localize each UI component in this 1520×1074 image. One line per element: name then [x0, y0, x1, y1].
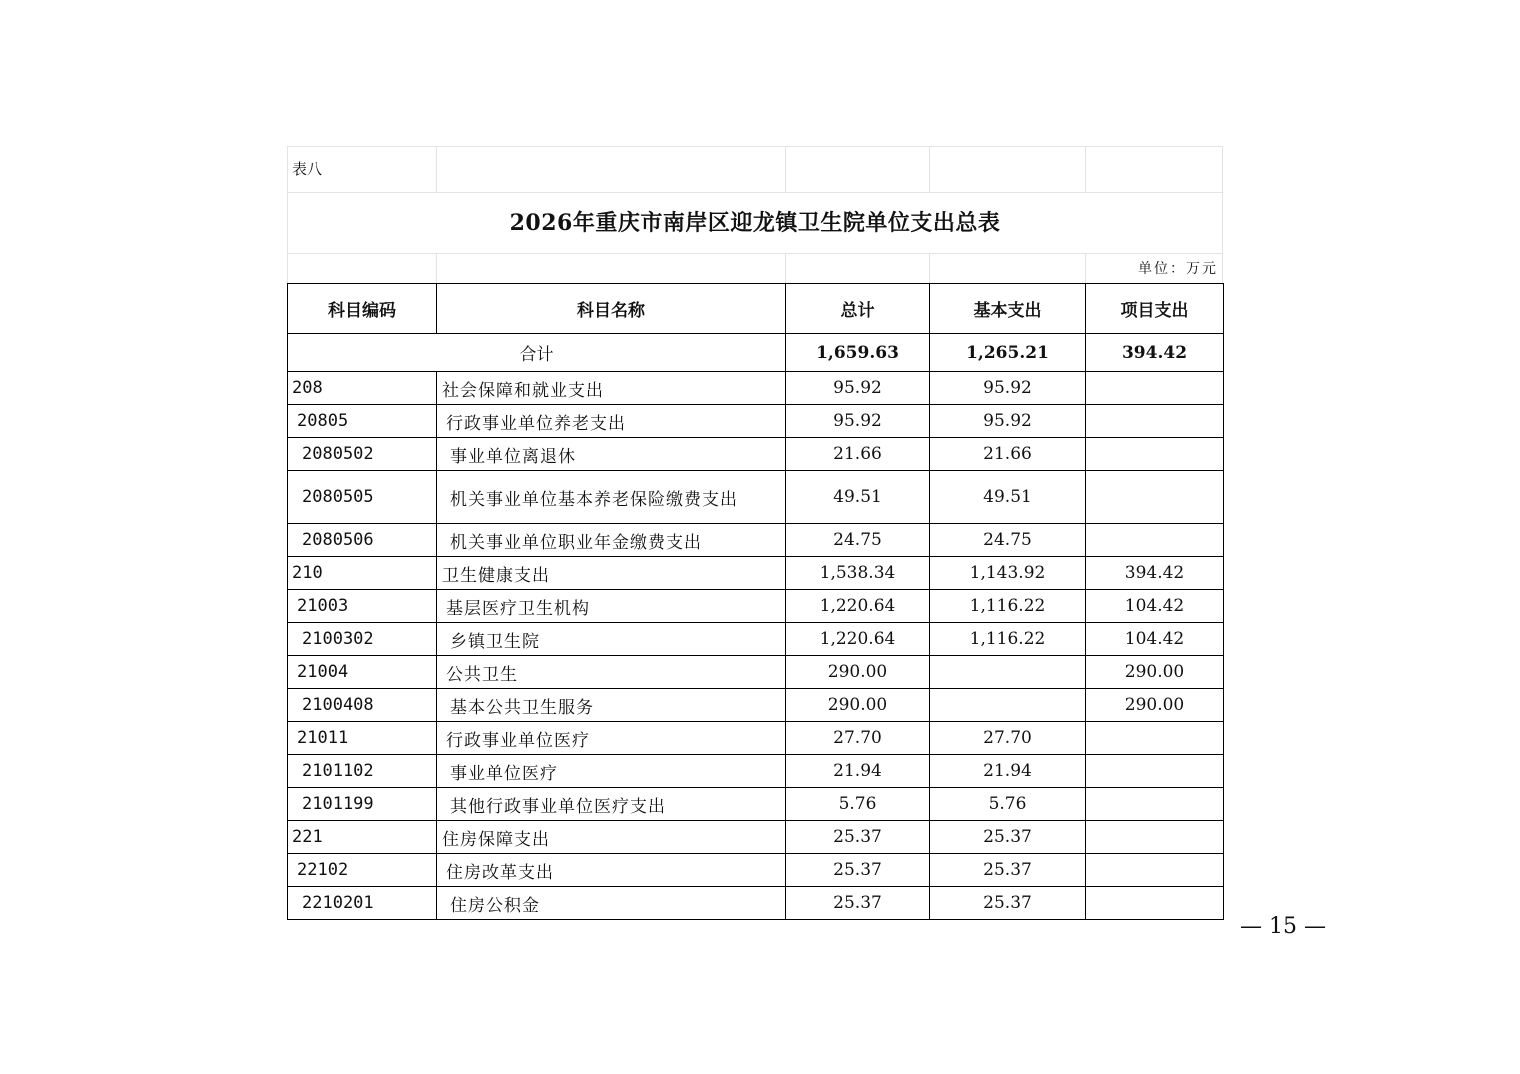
row-name: 卫生健康支出 — [437, 557, 786, 590]
table-row — [288, 623, 1224, 656]
row-name: 事业单位医疗 — [437, 755, 786, 788]
table-row — [288, 557, 1224, 590]
table-row — [288, 590, 1224, 623]
page-number: — 15 — — [1240, 914, 1326, 939]
table-row — [288, 887, 1224, 920]
row-code: 221 — [288, 821, 437, 854]
row-name: 基层医疗卫生机构 — [437, 590, 786, 623]
row-code: 21004 — [288, 656, 437, 689]
row-name: 其他行政事业单位医疗支出 — [437, 788, 786, 821]
row-project — [1086, 722, 1224, 755]
row-basic: 49.51 — [930, 471, 1086, 524]
row-total: 5.76 — [786, 788, 930, 821]
page-title: 2026年重庆市南岸区迎龙镇卫生院单位支出总表 — [509, 210, 1001, 236]
row-code: 208 — [288, 372, 437, 405]
table-row — [288, 438, 1224, 471]
row-name: 行政事业单位医疗 — [437, 722, 786, 755]
row-code: 2080502 — [288, 438, 437, 471]
row-total: 49.51 — [786, 471, 930, 524]
expenditure-table-sheet — [287, 146, 1223, 920]
row-project — [1086, 524, 1224, 557]
table-row — [288, 722, 1224, 755]
row-project — [1086, 372, 1224, 405]
row-total: 1,220.64 — [786, 590, 930, 623]
row-total: 21.66 — [786, 438, 930, 471]
row-name: 住房公积金 — [437, 887, 786, 920]
header-total: 总计 — [786, 284, 930, 334]
total-total: 1,659.63 — [786, 334, 930, 372]
row-code: 21011 — [288, 722, 437, 755]
row-project — [1086, 405, 1224, 438]
row-total: 25.37 — [786, 854, 930, 887]
row-code: 2080505 — [288, 471, 437, 524]
table-row — [288, 755, 1224, 788]
row-basic: 5.76 — [930, 788, 1086, 821]
row-project: 394.42 — [1086, 557, 1224, 590]
row-project: 104.42 — [1086, 590, 1224, 623]
unit-label: 单位：万元 — [1138, 261, 1218, 277]
row-project: 290.00 — [1086, 689, 1224, 722]
row-basic: 27.70 — [930, 722, 1086, 755]
row-basic: 21.94 — [930, 755, 1086, 788]
row-basic — [930, 689, 1086, 722]
row-project — [1086, 471, 1224, 524]
table-row — [288, 524, 1224, 557]
row-code: 20805 — [288, 405, 437, 438]
row-total: 290.00 — [786, 689, 930, 722]
row-project: 104.42 — [1086, 623, 1224, 656]
row-total: 25.37 — [786, 821, 930, 854]
row-basic: 24.75 — [930, 524, 1086, 557]
table-row — [288, 689, 1224, 722]
row-code: 2100408 — [288, 689, 437, 722]
header-code: 科目编码 — [288, 284, 437, 334]
row-basic: 1,116.22 — [930, 590, 1086, 623]
header-name: 科目名称 — [437, 284, 786, 334]
table-row — [288, 471, 1224, 524]
row-project — [1086, 788, 1224, 821]
row-total: 290.00 — [786, 656, 930, 689]
row-basic: 21.66 — [930, 438, 1086, 471]
row-total: 95.92 — [786, 405, 930, 438]
row-name: 社会保障和就业支出 — [437, 372, 786, 405]
total-label: 合计 — [288, 334, 786, 372]
row-name: 住房改革支出 — [437, 854, 786, 887]
row-basic — [930, 656, 1086, 689]
row-name: 住房保障支出 — [437, 821, 786, 854]
total-basic: 1,265.21 — [930, 334, 1086, 372]
table-row — [288, 372, 1224, 405]
table-row — [288, 656, 1224, 689]
row-total: 24.75 — [786, 524, 930, 557]
row-name: 机关事业单位职业年金缴费支出 — [437, 524, 786, 557]
row-code: 22102 — [288, 854, 437, 887]
row-total: 27.70 — [786, 722, 930, 755]
row-basic: 95.92 — [930, 372, 1086, 405]
row-total: 25.37 — [786, 887, 930, 920]
row-total: 21.94 — [786, 755, 930, 788]
row-project — [1086, 821, 1224, 854]
row-project — [1086, 438, 1224, 471]
table-header-row — [288, 284, 1224, 334]
row-basic: 1,116.22 — [930, 623, 1086, 656]
table-row — [288, 821, 1224, 854]
total-project: 394.42 — [1086, 334, 1224, 372]
expenditure-table — [287, 283, 1224, 920]
row-code: 21003 — [288, 590, 437, 623]
table-header-area — [287, 146, 1223, 283]
row-project — [1086, 854, 1224, 887]
row-name: 行政事业单位养老支出 — [437, 405, 786, 438]
row-total: 1,538.34 — [786, 557, 930, 590]
row-name: 事业单位离退休 — [437, 438, 786, 471]
row-total: 1,220.64 — [786, 623, 930, 656]
row-basic: 25.37 — [930, 821, 1086, 854]
row-basic: 25.37 — [930, 887, 1086, 920]
row-code: 210 — [288, 557, 437, 590]
row-name: 机关事业单位基本养老保险缴费支出 — [437, 471, 786, 524]
row-name: 乡镇卫生院 — [437, 623, 786, 656]
row-basic: 25.37 — [930, 854, 1086, 887]
row-project — [1086, 755, 1224, 788]
table-label: 表八 — [292, 160, 323, 178]
table-row — [288, 405, 1224, 438]
header-basic: 基本支出 — [930, 284, 1086, 334]
row-project: 290.00 — [1086, 656, 1224, 689]
table-row — [288, 854, 1224, 887]
total-row — [288, 334, 1224, 372]
row-code: 2101199 — [288, 788, 437, 821]
row-total: 95.92 — [786, 372, 930, 405]
table-row — [288, 788, 1224, 821]
row-basic: 1,143.92 — [930, 557, 1086, 590]
row-code: 2080506 — [288, 524, 437, 557]
row-name: 公共卫生 — [437, 656, 786, 689]
header-project: 项目支出 — [1086, 284, 1224, 334]
row-project — [1086, 887, 1224, 920]
row-basic: 95.92 — [930, 405, 1086, 438]
row-code: 2101102 — [288, 755, 437, 788]
row-code: 2100302 — [288, 623, 437, 656]
row-code: 2210201 — [288, 887, 437, 920]
row-name: 基本公共卫生服务 — [437, 689, 786, 722]
